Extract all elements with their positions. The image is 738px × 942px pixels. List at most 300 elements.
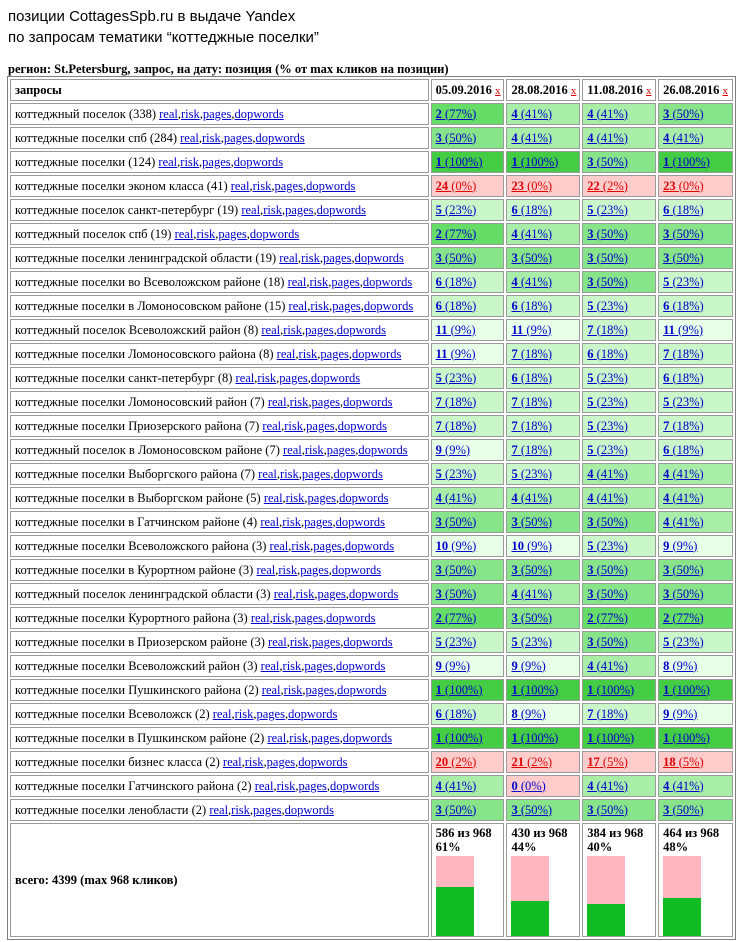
position-link[interactable] bbox=[436, 371, 477, 385]
query-link-dopwords[interactable]: dopwords bbox=[336, 322, 387, 337]
position-percent: (41%) bbox=[596, 466, 628, 481]
query-link-dopwords[interactable]: dopwords bbox=[331, 562, 382, 577]
position-link[interactable] bbox=[436, 587, 477, 601]
position-link[interactable] bbox=[436, 323, 476, 337]
query-link-dopwords[interactable]: dopwords bbox=[310, 370, 361, 385]
position-link[interactable] bbox=[511, 251, 552, 265]
position-cell bbox=[431, 727, 505, 749]
delete-column-link[interactable]: x bbox=[722, 84, 728, 97]
query-link-dopwords[interactable]: dopwords bbox=[339, 490, 389, 505]
position-number: 22 bbox=[587, 178, 600, 193]
position-link[interactable] bbox=[436, 467, 477, 481]
position-link[interactable] bbox=[663, 707, 697, 721]
query-cell: коттеджные поселки бизнес класса (2) real,risk,pages,dopwords bbox=[10, 751, 429, 773]
query-link-real[interactable]: real bbox=[268, 634, 287, 649]
query-link-real[interactable]: real bbox=[158, 154, 178, 169]
query-link-risk[interactable]: risk bbox=[285, 490, 305, 505]
query-link-dopwords[interactable]: dopwords bbox=[342, 730, 393, 745]
position-link[interactable] bbox=[663, 755, 704, 769]
position-link[interactable] bbox=[663, 443, 704, 457]
position-number: 3 bbox=[587, 634, 594, 649]
position-cell bbox=[582, 127, 656, 149]
position-link[interactable] bbox=[587, 539, 628, 553]
position-cell bbox=[506, 463, 580, 485]
query-link-real[interactable]: real bbox=[288, 298, 308, 313]
query-link-dopwords[interactable]: dopwords bbox=[234, 106, 284, 121]
query-link-risk[interactable]: risk bbox=[244, 754, 264, 769]
query-link-real[interactable]: real bbox=[287, 274, 307, 289]
query-link-dopwords[interactable]: dopwords bbox=[337, 418, 388, 433]
position-link[interactable] bbox=[511, 443, 552, 457]
position-link[interactable] bbox=[587, 707, 628, 721]
position-link[interactable] bbox=[436, 683, 483, 697]
position-link[interactable] bbox=[511, 227, 552, 241]
table-row bbox=[10, 295, 733, 317]
position-link[interactable] bbox=[663, 731, 710, 745]
query-link-risk[interactable]: risk bbox=[289, 730, 309, 745]
query-cell: коттеджный поселок ленинградской области (3) real,risk,pages,dopwords bbox=[10, 583, 429, 605]
position-cell bbox=[658, 223, 733, 245]
delete-column-link[interactable]: x bbox=[570, 84, 577, 97]
query-link-risk[interactable]: risk bbox=[291, 538, 311, 553]
position-cell bbox=[431, 367, 505, 389]
query-link-real[interactable]: real bbox=[276, 346, 296, 361]
table-row bbox=[10, 655, 733, 677]
position-link[interactable] bbox=[663, 683, 710, 697]
position-cell bbox=[506, 223, 580, 245]
position-link[interactable] bbox=[587, 107, 628, 121]
position-link[interactable] bbox=[436, 347, 476, 361]
table-row bbox=[10, 631, 733, 653]
query-link-pages[interactable]: pages bbox=[311, 394, 341, 409]
position-link[interactable] bbox=[587, 395, 628, 409]
query-link-pages[interactable]: pages bbox=[320, 346, 349, 361]
position-link[interactable] bbox=[663, 155, 710, 169]
query-link-dopwords[interactable]: dopwords bbox=[233, 154, 284, 169]
position-link[interactable] bbox=[436, 419, 477, 433]
query-link-pages[interactable]: pages bbox=[279, 370, 308, 385]
query-link-pages[interactable]: pages bbox=[304, 658, 333, 673]
position-percent: (77%) bbox=[672, 610, 704, 625]
query-link-dopwords[interactable]: dopwords bbox=[343, 394, 393, 409]
position-link[interactable] bbox=[663, 203, 704, 217]
position-link[interactable] bbox=[436, 155, 483, 169]
query-link-risk[interactable]: risk bbox=[278, 562, 298, 577]
position-link[interactable] bbox=[587, 227, 628, 241]
position-link[interactable] bbox=[511, 155, 558, 169]
query-link-risk[interactable]: risk bbox=[282, 514, 301, 529]
position-link[interactable] bbox=[587, 635, 628, 649]
query-link-pages[interactable]: pages bbox=[218, 226, 247, 241]
query-link-risk[interactable]: risk bbox=[276, 778, 296, 793]
query-link-risk[interactable]: risk bbox=[298, 346, 318, 361]
position-link[interactable] bbox=[436, 251, 477, 265]
query-link-risk[interactable]: risk bbox=[180, 154, 200, 169]
query-link-pages[interactable]: pages bbox=[304, 514, 333, 529]
query-link-risk[interactable]: risk bbox=[234, 706, 254, 721]
position-link[interactable] bbox=[436, 131, 477, 145]
query-link-real[interactable]: real bbox=[241, 202, 261, 217]
query-link-dopwords[interactable]: dopwords bbox=[326, 610, 376, 625]
position-link[interactable] bbox=[587, 731, 634, 745]
delete-column-link[interactable]: x bbox=[495, 84, 501, 97]
position-link[interactable] bbox=[511, 779, 545, 793]
query-link-risk[interactable]: risk bbox=[301, 250, 320, 265]
position-link[interactable] bbox=[436, 227, 477, 241]
query-link-dopwords[interactable]: dopwords bbox=[349, 586, 399, 601]
position-cell bbox=[431, 535, 505, 557]
position-number: 5 bbox=[587, 418, 594, 433]
position-link[interactable] bbox=[511, 563, 552, 577]
position-link[interactable] bbox=[436, 107, 477, 121]
query-link-real[interactable]: real bbox=[230, 178, 250, 193]
position-link[interactable] bbox=[587, 131, 628, 145]
query-link-pages[interactable]: pages bbox=[266, 754, 296, 769]
query-link-real[interactable]: real bbox=[273, 586, 293, 601]
position-link[interactable] bbox=[663, 779, 704, 793]
position-cell bbox=[658, 343, 733, 365]
position-number: 3 bbox=[663, 250, 670, 265]
position-link[interactable] bbox=[511, 203, 552, 217]
position-link[interactable] bbox=[436, 443, 470, 457]
position-number: 5 bbox=[663, 394, 670, 409]
query-link-pages[interactable]: pages bbox=[323, 250, 352, 265]
query-link-real[interactable]: real bbox=[250, 610, 270, 625]
query-link-pages[interactable]: pages bbox=[223, 130, 253, 145]
query-link-pages[interactable]: pages bbox=[202, 106, 232, 121]
position-link[interactable] bbox=[663, 419, 704, 433]
position-number: 1 bbox=[663, 682, 670, 697]
query-link-real[interactable]: real bbox=[254, 778, 274, 793]
position-percent: (100%) bbox=[520, 154, 559, 169]
query-link-risk[interactable]: risk bbox=[257, 370, 277, 385]
query-link-pages[interactable]: pages bbox=[253, 802, 282, 817]
query-link-real[interactable]: real bbox=[260, 514, 280, 529]
position-number: 8 bbox=[511, 706, 518, 721]
query-link-pages[interactable]: pages bbox=[332, 298, 361, 313]
query-link-pages[interactable]: pages bbox=[307, 490, 337, 505]
query-link-real[interactable]: real bbox=[260, 658, 280, 673]
position-link[interactable] bbox=[663, 563, 704, 577]
position-link[interactable] bbox=[436, 539, 477, 553]
query-link-risk[interactable]: risk bbox=[304, 442, 324, 457]
query-text: коттеджные поселки в Курортном районе (3) bbox=[15, 562, 254, 577]
position-cell bbox=[431, 799, 505, 821]
query-link-real[interactable]: real bbox=[262, 418, 282, 433]
position-link[interactable] bbox=[511, 731, 558, 745]
query-link-dopwords[interactable]: dopwords bbox=[335, 514, 385, 529]
position-link[interactable] bbox=[511, 179, 552, 193]
position-percent: (18%) bbox=[445, 274, 477, 289]
position-link[interactable] bbox=[663, 467, 704, 481]
query-link-risk[interactable]: risk bbox=[283, 682, 303, 697]
query-link-real[interactable]: real bbox=[279, 250, 298, 265]
query-link-pages[interactable]: pages bbox=[326, 442, 356, 457]
position-link[interactable] bbox=[436, 803, 477, 817]
position-link[interactable] bbox=[436, 491, 477, 505]
position-link[interactable] bbox=[663, 347, 704, 361]
position-cell bbox=[582, 199, 656, 221]
position-percent: (50%) bbox=[596, 586, 628, 601]
query-link-real[interactable]: real bbox=[209, 802, 229, 817]
position-link[interactable] bbox=[663, 659, 697, 673]
position-link[interactable] bbox=[587, 563, 628, 577]
query-link-pages[interactable]: pages bbox=[311, 634, 341, 649]
query-link-risk[interactable]: risk bbox=[252, 178, 272, 193]
position-link[interactable] bbox=[587, 203, 628, 217]
query-link-real[interactable]: real bbox=[283, 442, 302, 457]
query-link-real[interactable]: real bbox=[174, 226, 194, 241]
position-link[interactable] bbox=[663, 515, 704, 529]
position-percent: (50%) bbox=[672, 562, 704, 577]
position-link[interactable] bbox=[511, 611, 552, 625]
position-link[interactable] bbox=[587, 467, 628, 481]
position-link[interactable] bbox=[663, 371, 704, 385]
position-link[interactable] bbox=[511, 755, 552, 769]
position-link[interactable] bbox=[587, 515, 628, 529]
position-link[interactable] bbox=[663, 491, 704, 505]
position-link[interactable] bbox=[587, 347, 628, 361]
position-number: 0 bbox=[511, 778, 518, 793]
position-link[interactable] bbox=[436, 779, 477, 793]
query-link-dopwords[interactable]: dopwords bbox=[284, 802, 334, 817]
position-link[interactable] bbox=[511, 659, 545, 673]
query-link-real[interactable]: real bbox=[180, 130, 199, 145]
query-link-risk[interactable]: risk bbox=[196, 226, 216, 241]
position-link[interactable] bbox=[587, 491, 628, 505]
position-number: 4 bbox=[435, 778, 442, 793]
query-link-risk[interactable]: risk bbox=[202, 130, 221, 145]
position-percent: (9%) bbox=[520, 706, 546, 721]
position-link[interactable] bbox=[511, 275, 552, 289]
position-link[interactable] bbox=[511, 515, 552, 529]
position-link[interactable] bbox=[663, 107, 704, 121]
query-link-dopwords[interactable]: dopwords bbox=[316, 202, 366, 217]
query-link-dopwords[interactable]: dopwords bbox=[298, 754, 348, 769]
query-link-pages[interactable]: pages bbox=[294, 610, 324, 625]
query-link-risk[interactable]: risk bbox=[282, 658, 302, 673]
position-link[interactable] bbox=[663, 635, 704, 649]
query-link-risk[interactable]: risk bbox=[263, 202, 282, 217]
position-link[interactable] bbox=[436, 755, 477, 769]
query-text: коттеджные поселки эконом класса (41) bbox=[15, 178, 228, 193]
position-link[interactable] bbox=[587, 587, 628, 601]
query-link-risk[interactable]: risk bbox=[310, 298, 330, 313]
position-cell bbox=[658, 511, 733, 533]
query-link-pages[interactable]: pages bbox=[298, 778, 327, 793]
query-link-dopwords[interactable]: dopwords bbox=[344, 538, 395, 553]
table-row bbox=[10, 439, 733, 461]
position-link[interactable] bbox=[511, 107, 552, 121]
position-link[interactable] bbox=[587, 299, 628, 313]
query-link-real[interactable]: real bbox=[267, 730, 287, 745]
query-link-pages[interactable]: pages bbox=[301, 466, 331, 481]
query-link-dopwords[interactable]: dopwords bbox=[354, 250, 404, 265]
query-link-dopwords[interactable]: dopwords bbox=[363, 298, 414, 313]
position-link[interactable] bbox=[663, 299, 704, 313]
position-percent: (9%) bbox=[450, 346, 476, 361]
position-link[interactable] bbox=[663, 803, 704, 817]
query-link-real[interactable]: real bbox=[212, 706, 232, 721]
query-link-real[interactable]: real bbox=[235, 370, 255, 385]
query-link-pages[interactable]: pages bbox=[317, 586, 346, 601]
position-link[interactable] bbox=[663, 227, 704, 241]
position-link[interactable] bbox=[511, 419, 552, 433]
position-number: 3 bbox=[511, 562, 518, 577]
position-number: 4 bbox=[587, 778, 594, 793]
position-cell bbox=[506, 607, 580, 629]
query-link-dopwords[interactable]: dopwords bbox=[249, 226, 300, 241]
position-link[interactable] bbox=[663, 131, 704, 145]
query-link-pages[interactable]: pages bbox=[285, 202, 314, 217]
position-link[interactable] bbox=[436, 707, 477, 721]
query-link-dopwords[interactable]: dopwords bbox=[333, 466, 383, 481]
position-number: 3 bbox=[587, 274, 594, 289]
delete-column-link[interactable]: x bbox=[645, 84, 652, 97]
position-cell bbox=[506, 295, 580, 317]
position-link[interactable] bbox=[436, 395, 477, 409]
query-link-risk[interactable]: risk bbox=[272, 610, 292, 625]
position-link[interactable] bbox=[436, 515, 477, 529]
position-link[interactable] bbox=[511, 131, 552, 145]
query-link-pages[interactable]: pages bbox=[256, 706, 285, 721]
position-link[interactable] bbox=[663, 395, 704, 409]
position-link[interactable] bbox=[587, 419, 628, 433]
position-link[interactable] bbox=[436, 563, 477, 577]
position-link[interactable] bbox=[663, 611, 704, 625]
query-link-pages[interactable]: pages bbox=[202, 154, 231, 169]
position-number: 5 bbox=[587, 202, 594, 217]
position-link[interactable] bbox=[436, 635, 477, 649]
position-link[interactable] bbox=[587, 443, 628, 457]
page-title-line-2: по запросам тематики “коттеджные поселки” bbox=[8, 29, 319, 46]
position-link[interactable] bbox=[511, 683, 558, 697]
position-link[interactable] bbox=[511, 347, 552, 361]
position-number: 7 bbox=[663, 346, 670, 361]
query-link-real[interactable]: real bbox=[267, 394, 287, 409]
position-link[interactable] bbox=[587, 323, 628, 337]
position-link[interactable] bbox=[511, 539, 552, 553]
position-link[interactable] bbox=[587, 275, 628, 289]
position-link[interactable] bbox=[511, 323, 551, 337]
query-link-real[interactable]: real bbox=[263, 490, 283, 505]
position-link[interactable] bbox=[511, 299, 552, 313]
query-link-real[interactable]: real bbox=[261, 682, 281, 697]
query-link-dopwords[interactable]: dopwords bbox=[255, 130, 305, 145]
query-link-dopwords[interactable]: dopwords bbox=[362, 274, 413, 289]
query-link-risk[interactable]: risk bbox=[180, 106, 200, 121]
query-link-pages[interactable]: pages bbox=[274, 178, 303, 193]
position-link[interactable] bbox=[587, 659, 628, 673]
position-link[interactable] bbox=[587, 155, 628, 169]
query-link-dopwords[interactable]: dopwords bbox=[343, 634, 393, 649]
position-link[interactable] bbox=[587, 779, 628, 793]
query-link-pages[interactable]: pages bbox=[313, 538, 342, 553]
query-text: коттеджные поселки Всеволожского района (3) bbox=[15, 538, 267, 553]
position-number: 3 bbox=[587, 250, 594, 265]
position-cell bbox=[506, 631, 580, 653]
position-link[interactable] bbox=[511, 395, 552, 409]
position-link[interactable] bbox=[511, 803, 552, 817]
position-link[interactable] bbox=[511, 635, 552, 649]
position-link[interactable] bbox=[663, 275, 704, 289]
query-link-real[interactable]: real bbox=[269, 538, 289, 553]
position-link[interactable] bbox=[436, 179, 477, 193]
query-link-risk[interactable]: risk bbox=[280, 466, 299, 481]
query-link-real[interactable]: real bbox=[222, 754, 242, 769]
table-row bbox=[10, 703, 733, 725]
query-link-risk[interactable]: risk bbox=[295, 586, 315, 601]
query-link-dopwords[interactable]: dopwords bbox=[358, 442, 408, 457]
position-link[interactable] bbox=[511, 707, 545, 721]
position-link[interactable] bbox=[587, 755, 628, 769]
query-link-dopwords[interactable]: dopwords bbox=[306, 178, 356, 193]
position-link[interactable] bbox=[587, 251, 628, 265]
query-link-risk[interactable]: risk bbox=[309, 274, 329, 289]
position-number: 3 bbox=[435, 514, 442, 529]
position-link[interactable] bbox=[663, 539, 697, 553]
position-number: 5 bbox=[435, 370, 442, 385]
position-link[interactable] bbox=[663, 323, 703, 337]
query-link-risk[interactable]: risk bbox=[289, 394, 309, 409]
query-link-pages[interactable]: pages bbox=[300, 562, 329, 577]
position-link[interactable] bbox=[436, 659, 470, 673]
position-link[interactable] bbox=[587, 179, 628, 193]
position-link[interactable] bbox=[436, 203, 477, 217]
position-link[interactable] bbox=[436, 611, 477, 625]
query-link-pages[interactable]: pages bbox=[306, 418, 335, 433]
query-link-real[interactable]: real bbox=[261, 322, 281, 337]
query-link-risk[interactable]: risk bbox=[284, 418, 304, 433]
query-link-dopwords[interactable]: dopwords bbox=[336, 658, 386, 673]
position-link[interactable] bbox=[587, 683, 634, 697]
position-link[interactable] bbox=[587, 371, 628, 385]
query-link-risk[interactable]: risk bbox=[231, 802, 250, 817]
query-link-pages[interactable]: pages bbox=[331, 274, 360, 289]
query-link-dopwords[interactable]: dopwords bbox=[337, 682, 387, 697]
query-link-real[interactable]: real bbox=[159, 106, 178, 121]
position-link[interactable] bbox=[436, 275, 477, 289]
query-link-risk[interactable]: risk bbox=[289, 634, 309, 649]
query-link-dopwords[interactable]: dopwords bbox=[288, 706, 338, 721]
query-link-real[interactable]: real bbox=[256, 562, 276, 577]
query-link-pages[interactable]: pages bbox=[305, 322, 334, 337]
table-row bbox=[10, 751, 733, 773]
position-number: 4 bbox=[511, 586, 518, 601]
query-link-pages[interactable]: pages bbox=[305, 682, 334, 697]
position-link[interactable] bbox=[587, 611, 628, 625]
query-link-risk[interactable]: risk bbox=[283, 322, 302, 337]
position-link[interactable] bbox=[663, 179, 704, 193]
position-link[interactable] bbox=[511, 371, 552, 385]
query-text: коттеджные поселки в Гатчинском районе (4) bbox=[15, 514, 258, 529]
position-link[interactable] bbox=[663, 251, 704, 265]
position-link[interactable] bbox=[587, 803, 628, 817]
query-cell: коттеджные поселок санкт-петербург (19) real,risk,pages,dopwords bbox=[10, 199, 429, 221]
position-link[interactable] bbox=[436, 731, 483, 745]
query-link-dopwords[interactable]: dopwords bbox=[352, 346, 402, 361]
query-link-real[interactable]: real bbox=[258, 466, 277, 481]
position-link[interactable] bbox=[511, 491, 552, 505]
query-link-dopwords[interactable]: dopwords bbox=[330, 778, 380, 793]
query-link-pages[interactable]: pages bbox=[311, 730, 340, 745]
position-link[interactable] bbox=[663, 587, 704, 601]
position-number: 9 bbox=[663, 706, 670, 721]
position-link[interactable] bbox=[511, 587, 552, 601]
position-link[interactable] bbox=[436, 299, 477, 313]
table-row bbox=[10, 535, 733, 557]
position-link[interactable] bbox=[511, 467, 552, 481]
